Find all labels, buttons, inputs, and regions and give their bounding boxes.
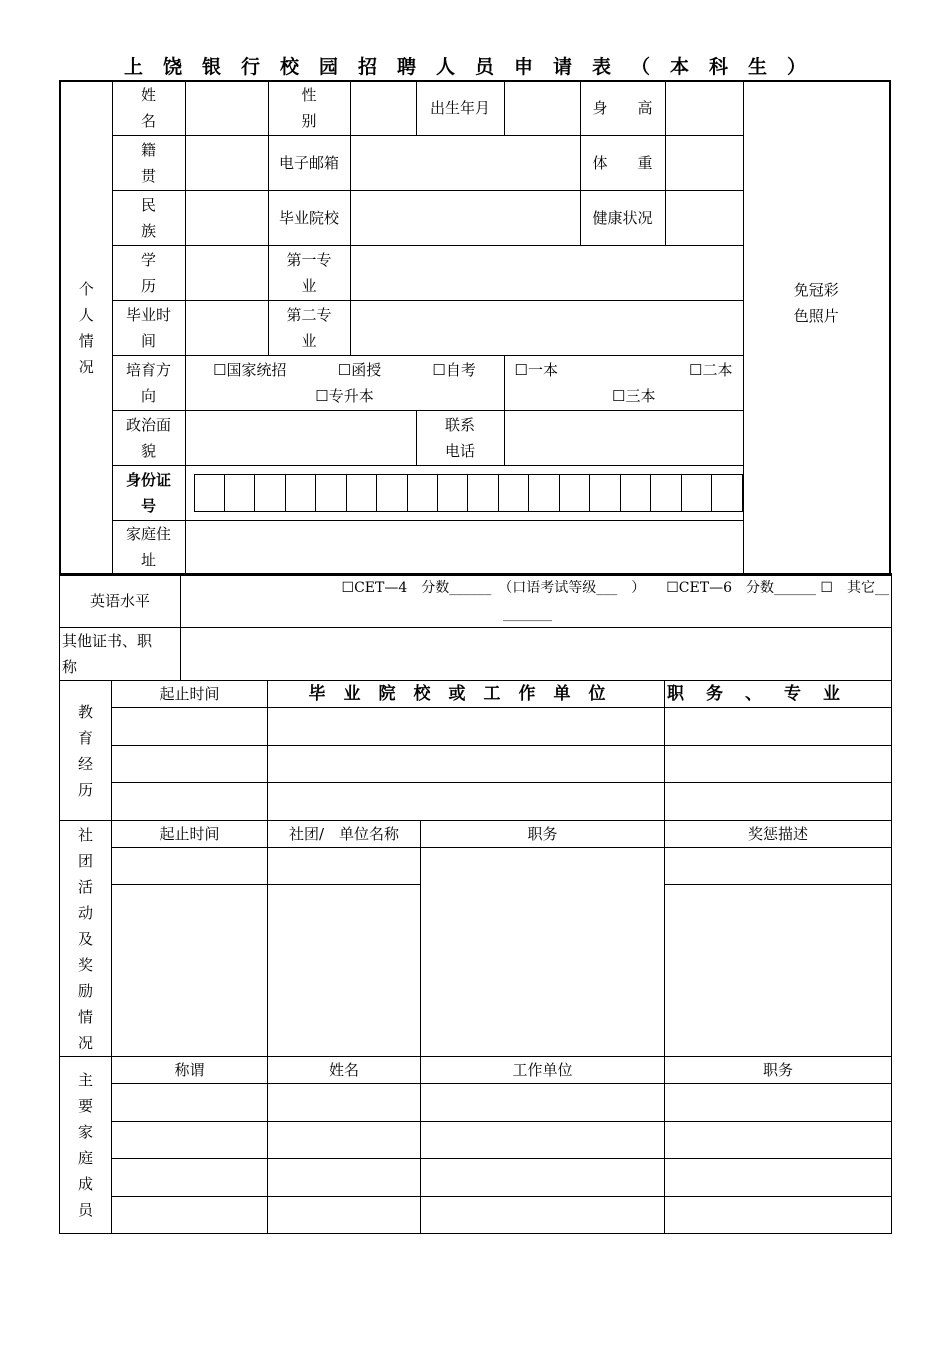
table-cell[interactable] <box>665 746 892 783</box>
table-cell[interactable] <box>112 708 268 746</box>
table-cell[interactable] <box>112 746 268 783</box>
section-education: 教育经历 <box>60 681 112 821</box>
field-major1[interactable] <box>350 245 743 300</box>
field-political[interactable] <box>185 410 416 465</box>
table-cell[interactable] <box>421 1197 665 1234</box>
field-health[interactable] <box>665 190 743 245</box>
field-gender[interactable] <box>350 81 416 135</box>
fam-header-name: 姓名 <box>268 1057 421 1084</box>
label-political: 政治面貌 <box>126 415 172 460</box>
field-birth[interactable] <box>504 81 580 135</box>
field-ethnic[interactable] <box>185 190 268 245</box>
label-english: 英语水平 <box>60 574 181 628</box>
label-major2: 第二专业 <box>286 305 332 350</box>
education-table <box>59 680 892 821</box>
field-major2[interactable] <box>350 300 743 355</box>
label-school: 毕业院校 <box>268 190 350 245</box>
edu-header-school: 毕业院校或工作单位 <box>268 681 665 708</box>
table-cell[interactable] <box>421 1122 665 1159</box>
table-cell[interactable] <box>665 1159 892 1197</box>
fam-header-title: 称谓 <box>112 1057 268 1084</box>
field-school[interactable] <box>350 190 580 245</box>
edu-header-position: 职务、专业 <box>665 681 892 708</box>
label-address: 家庭住址 <box>126 525 172 570</box>
table-cell[interactable] <box>665 885 892 1057</box>
act-header-time: 起止时间 <box>112 821 268 848</box>
label-idnum: 身份证号 <box>126 470 172 515</box>
label-gender: 性别 <box>301 86 317 131</box>
field-weight[interactable] <box>665 135 743 190</box>
label-native: 籍贯 <box>141 140 157 185</box>
field-degree[interactable] <box>185 245 268 300</box>
table-cell[interactable] <box>112 1197 268 1234</box>
page-title: 上饶银行校园招聘人员申请表（本科生） <box>123 56 826 78</box>
english-table <box>59 573 892 681</box>
section-personal: 个人情况 <box>60 81 112 575</box>
field-certs[interactable] <box>181 628 892 681</box>
label-major1: 第一专业 <box>286 250 332 295</box>
label-degree: 学历 <box>141 250 157 295</box>
table-cell[interactable] <box>421 848 665 1057</box>
table-cell[interactable] <box>268 885 421 1057</box>
label-gradtime: 毕业时间 <box>126 305 172 350</box>
table-cell[interactable] <box>665 1084 892 1122</box>
table-cell[interactable] <box>665 708 892 746</box>
label-ethnic: 民族 <box>141 195 157 240</box>
fam-header-position: 职务 <box>665 1057 892 1084</box>
table-cell[interactable] <box>268 708 665 746</box>
checkbox-tier1[interactable]: ☐一本 <box>514 360 558 379</box>
personal-info-table <box>59 80 891 576</box>
id-digit-boxes[interactable] <box>194 474 743 512</box>
field-address[interactable] <box>185 520 743 575</box>
table-cell[interactable] <box>268 746 665 783</box>
checkbox-correspondence[interactable]: ☐函授 <box>337 360 382 379</box>
table-cell[interactable] <box>268 848 421 885</box>
field-english[interactable] <box>181 574 892 628</box>
english-line2: _______ <box>503 605 552 622</box>
table-cell[interactable] <box>112 1159 268 1197</box>
field-phone[interactable] <box>504 410 743 465</box>
field-height[interactable] <box>665 81 743 135</box>
photo-label: 免冠彩色照片 <box>793 281 839 325</box>
table-cell[interactable] <box>112 1122 268 1159</box>
table-cell[interactable] <box>268 1122 421 1159</box>
label-health: 健康状况 <box>580 190 665 245</box>
checkbox-upgrade[interactable]: ☐专升本 <box>315 386 374 405</box>
table-cell[interactable] <box>268 1159 421 1197</box>
checkbox-self-study[interactable]: ☐自考 <box>432 360 476 379</box>
checkbox-tier2[interactable]: ☐二本 <box>689 360 733 379</box>
act-header-awards: 奖惩描述 <box>665 821 892 848</box>
table-cell[interactable] <box>112 1084 268 1122</box>
table-cell[interactable] <box>421 1084 665 1122</box>
table-cell[interactable] <box>112 885 268 1057</box>
label-weight: 体 重 <box>580 135 665 190</box>
english-line1: ☐CET—4 分数______ （口语考试等级___ ） ☐CET—6 分数______ ☐ 其它__ <box>341 579 889 596</box>
checkbox-national[interactable]: ☐国家统招 <box>213 360 287 379</box>
act-header-position: 职务 <box>421 821 665 848</box>
table-cell[interactable] <box>665 783 892 821</box>
label-certs: 其他证书、职称 <box>62 632 153 676</box>
table-cell[interactable] <box>665 848 892 885</box>
table-cell[interactable] <box>112 848 268 885</box>
field-idnum <box>185 465 743 520</box>
photo-box[interactable] <box>743 81 890 575</box>
label-email: 电子邮箱 <box>268 135 350 190</box>
fam-header-work: 工作单位 <box>421 1057 665 1084</box>
act-header-org: 社团/ 单位名称 <box>268 821 421 848</box>
checkbox-tier3[interactable]: ☐三本 <box>612 386 656 405</box>
field-native[interactable] <box>185 135 268 190</box>
section-activities: 社团活动及奖励情况 <box>60 821 112 1057</box>
label-birth: 出生年月 <box>416 81 504 135</box>
activities-table <box>59 820 892 1057</box>
field-gradtime[interactable] <box>185 300 268 355</box>
section-family: 主要家庭成员 <box>60 1057 112 1234</box>
label-height: 身 高 <box>580 81 665 135</box>
label-phone: 联系电话 <box>445 415 476 460</box>
edu-header-time: 起止时间 <box>112 681 268 708</box>
table-cell[interactable] <box>112 783 268 821</box>
table-cell[interactable] <box>268 1197 421 1234</box>
field-email[interactable] <box>350 135 580 190</box>
table-cell[interactable] <box>665 1197 892 1234</box>
label-name: 姓名 <box>141 86 157 131</box>
label-training: 培育方向 <box>126 360 172 405</box>
training-options-a <box>185 355 504 410</box>
table-cell[interactable] <box>665 1122 892 1159</box>
family-table <box>59 1056 892 1234</box>
table-cell[interactable] <box>421 1159 665 1197</box>
table-cell[interactable] <box>268 783 665 821</box>
field-name[interactable] <box>185 81 268 135</box>
table-cell[interactable] <box>268 1084 421 1122</box>
training-options-b <box>504 355 743 410</box>
